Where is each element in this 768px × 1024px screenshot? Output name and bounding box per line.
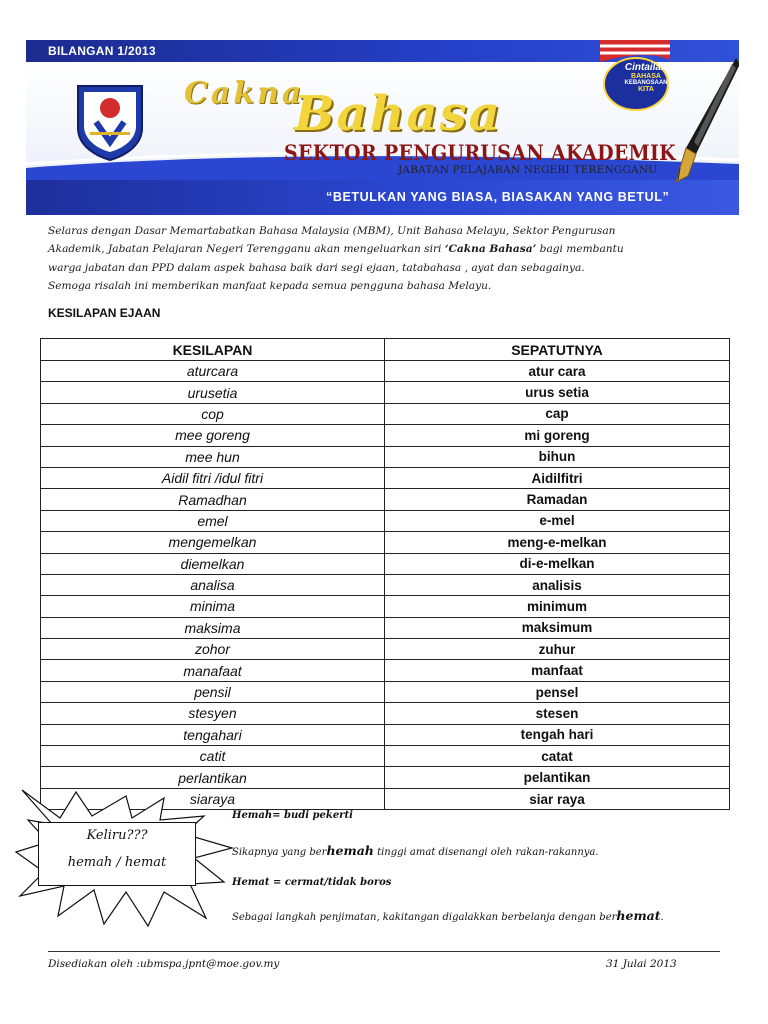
cell-sepatutnya: zuhur [385,639,730,660]
keliru-title: Keliru??? [86,828,148,843]
example-hemah-word: hemah [326,843,374,858]
cell-kesilapan: pensil [41,681,385,702]
cell-kesilapan: mengemelkan [41,532,385,553]
cell-kesilapan: emel [41,510,385,531]
definition-hemat: Hemat = cermat/tidak boros [232,877,392,888]
cell-kesilapan: Aidil fitri /idul fitri [41,467,385,488]
table-row [41,681,730,702]
sector-title: SEKTOR PENGURUSAN AKADEMIK [284,140,676,166]
cell-kesilapan: aturcara [41,361,385,382]
cell-sepatutnya: maksimum [385,617,730,638]
definition-hemah: Hemah= budi pekerti [232,810,353,821]
cell-sepatutnya: bihun [385,446,730,467]
column-header-sepatutnya: SEPATUTNYA [385,339,730,361]
intro-line-4: Semoga risalah ini memberikan manfaat kepada semua pengguna bahasa Melayu. [48,280,492,293]
table-row [41,489,730,510]
intro-line-2 [48,240,728,258]
table-row [41,510,730,531]
department-title: JABATAN PELAJARAN NEGERI TERENGGANU [398,164,658,176]
column-header-kesilapan: KESILAPAN [41,339,385,361]
table-row [41,660,730,681]
keliru-words: hemah / hemat [67,855,167,870]
table-row [41,403,730,424]
cell-sepatutnya: urus setia [385,382,730,403]
example-hemah-c: tinggi amat disenangi oleh rakan-rakannya. [373,847,599,858]
badge-line-2: BAHASA [631,73,661,80]
badge-line-3: KEBANGSAAN [624,80,668,86]
table-row [41,724,730,745]
issue-date: 31 Julai 2013 [606,958,677,970]
cell-sepatutnya: pensel [385,681,730,702]
cell-sepatutnya: manfaat [385,660,730,681]
cell-kesilapan: manafaat [41,660,385,681]
intro-line-1: Selaras dengan Dasar Memartabatkan Bahasa Malaysia (MBM), Unit Bahasa Melayu, Sektor Pengurusan [48,225,616,237]
cell-kesilapan: analisa [41,574,385,595]
cell-kesilapan: mee hun [41,446,385,467]
cell-kesilapan: Ramadhan [41,489,385,510]
cell-sepatutnya: pelantikan [385,767,730,788]
cell-kesilapan: diemelkan [41,553,385,574]
header-banner [26,40,739,215]
example-hemah [232,843,599,858]
jpnt-logo-icon [74,82,146,162]
cell-sepatutnya: stesen [385,703,730,724]
table-row [41,425,730,446]
cell-sepatutnya: atur cara [385,361,730,382]
title-bahasa: Bahasa [294,86,502,142]
table-body [41,361,730,810]
intro-series-name: ‘Cakna Bahasa’ [444,243,537,256]
cell-sepatutnya: e-mel [385,510,730,531]
cell-sepatutnya: cap [385,403,730,424]
table-row [41,703,730,724]
title-cakna: Cakna [184,76,305,111]
table-row [41,382,730,403]
cell-kesilapan: tengahari [41,724,385,745]
keliru-box [38,822,196,886]
intro-line-2a: Akademik, Jabatan Pelajaran Negeri Terengganu akan mengeluarkan siri [48,243,445,256]
cell-sepatutnya: minimum [385,596,730,617]
example-hemat-c: . [660,912,664,923]
example-hemat [232,908,664,923]
table-row [41,361,730,382]
cell-sepatutnya: siar raya [385,788,730,809]
cell-sepatutnya: di-e-melkan [385,553,730,574]
spelling-table [40,338,730,810]
table-row [41,617,730,638]
cell-kesilapan: zohor [41,639,385,660]
table-row [41,467,730,488]
table-row [41,596,730,617]
cell-sepatutnya: tengah hari [385,724,730,745]
table-row [41,553,730,574]
table-row [41,746,730,767]
footer-divider [48,951,720,952]
cell-kesilapan: siaraya [41,788,385,809]
table-row [41,446,730,467]
cell-kesilapan: stesyen [41,703,385,724]
cell-kesilapan: catit [41,746,385,767]
prepared-by: Disediakan oleh :ubmspa.jpnt@moe.gov.my [48,958,280,970]
slogan: “BETULKAN YANG BIASA, BIASAKAN YANG BETUL” [326,190,670,204]
cell-sepatutnya: meng-e-melkan [385,532,730,553]
table-row [41,532,730,553]
intro-paragraph [48,222,728,296]
cell-kesilapan: minima [41,596,385,617]
issue-number: BILANGAN 1/2013 [48,44,156,58]
cell-sepatutnya: catat [385,746,730,767]
cell-sepatutnya: Aidilfitri [385,467,730,488]
cell-sepatutnya: Ramadan [385,489,730,510]
cell-sepatutnya: mi goreng [385,425,730,446]
example-hemat-a: Sebagai langkah penjimatan, kakitangan digalakkan berbelanja dengan ber [232,912,617,923]
cell-kesilapan: maksima [41,617,385,638]
example-hemah-a: Sikapnya yang ber [232,847,327,858]
table-row [41,639,730,660]
intro-line-2c: bagi membantu [536,243,624,256]
section-title: KESILAPAN EJAAN [48,306,161,320]
badge-line-4: KITA [638,86,654,93]
badge-line-1: Cintailah [624,62,668,73]
cell-sepatutnya: analisis [385,574,730,595]
cell-kesilapan: mee goreng [41,425,385,446]
example-hemat-word: hemat [616,908,661,923]
fountain-pen-icon [666,58,739,188]
intro-line-3: warga jabatan dan PPD dalam aspek bahasa baik dari segi ejaan, tatabahasa , ayat dan sebagainya. [48,261,585,274]
cell-kesilapan: urusetia [41,382,385,403]
table-header-row [41,339,730,361]
table-row [41,574,730,595]
cell-kesilapan: perlantikan [41,767,385,788]
cell-kesilapan: cop [41,403,385,424]
table-row [41,767,730,788]
